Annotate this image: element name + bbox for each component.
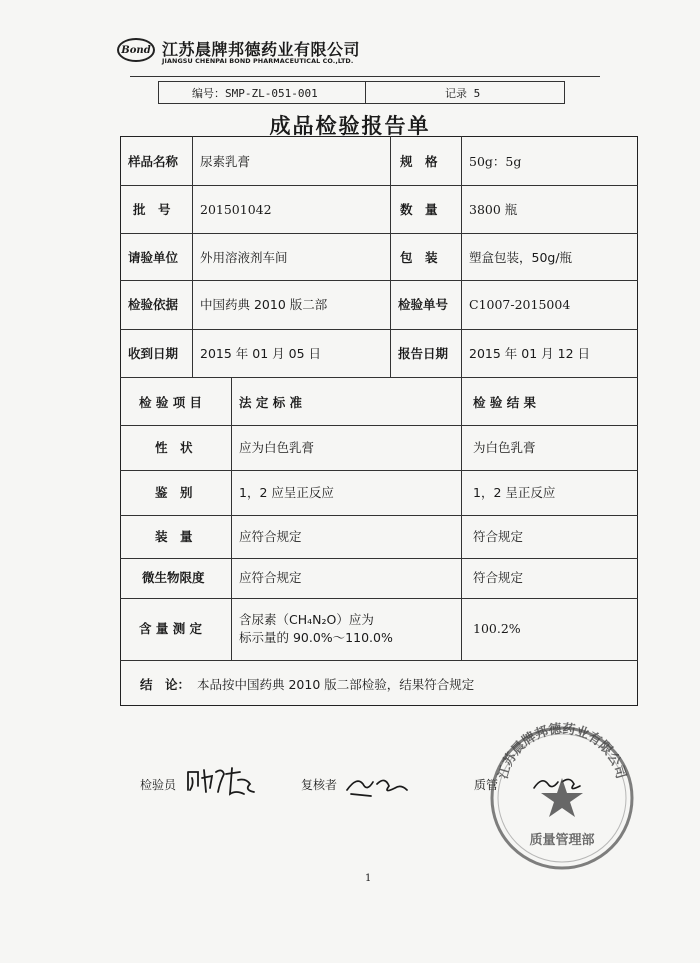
col-header-standard: 法 定 标 准	[239, 395, 303, 410]
quantity-label: 数 量	[400, 202, 438, 217]
test-result-appearance: 为白色乳膏	[473, 440, 536, 455]
col-divider	[231, 377, 232, 660]
row-divider	[120, 558, 638, 559]
test-standard-assay-line2: 标示量的 90.0%～110.0%	[239, 630, 393, 645]
test-result-identification: 1，2 呈正反应	[473, 485, 556, 500]
test-result-fill: 符合规定	[473, 529, 524, 544]
requester-value: 外用溶液剂车间	[200, 250, 288, 265]
received-date-value: 2015 年 01 月 05 日	[200, 346, 321, 361]
report-date-value: 2015 年 01 月 12 日	[469, 346, 590, 361]
row-divider	[120, 329, 638, 330]
test-item-microbial: 微生物限度	[142, 570, 205, 585]
header-rule	[130, 76, 600, 77]
requester-label: 请验单位	[128, 250, 179, 265]
received-date-label: 收到日期	[128, 346, 179, 361]
col-divider	[390, 136, 391, 377]
test-standard-assay: 含尿素（CH₄N₂O）应为	[239, 612, 374, 627]
inspection-no-value: C1007-2015004	[469, 297, 571, 312]
row-divider	[120, 425, 638, 426]
conclusion-text: 本品按中国药典 2010 版二部检验，结果符合规定	[197, 677, 475, 692]
doc-code-divider	[365, 81, 366, 104]
col-divider	[192, 136, 193, 377]
quantity-value: 3800 瓶	[469, 202, 518, 217]
test-result-microbial: 符合规定	[473, 570, 524, 585]
record-number: 记录 5	[445, 87, 481, 100]
row-divider	[120, 185, 638, 186]
test-item-fill: 装 量	[155, 529, 193, 544]
company-seal	[482, 718, 642, 882]
spec-label: 规 格	[400, 154, 438, 169]
row-divider	[120, 377, 638, 378]
batch-value: 201501042	[200, 202, 272, 217]
doc-code: 编号：SMP-ZL-051-001	[192, 87, 318, 100]
inspection-no-label: 检验单号	[398, 297, 449, 312]
company-name-cn: 江苏晨牌邦德药业有限公司	[162, 40, 361, 59]
handwritten-signature-icon	[184, 764, 264, 798]
handwritten-signature-icon	[343, 770, 413, 800]
reviewer-signature	[343, 770, 413, 804]
test-item-appearance: 性 状	[155, 440, 193, 455]
test-item-identification: 鉴 别	[155, 485, 193, 500]
reviewer-label: 复核者	[301, 778, 338, 792]
row-divider	[120, 280, 638, 281]
page-title: 成品检验报告单	[269, 114, 431, 138]
col-header-item: 检 验 项 目	[139, 395, 203, 410]
col-divider	[461, 136, 462, 660]
company-logo	[117, 38, 155, 62]
basis-value: 中国药典 2010 版二部	[200, 297, 328, 312]
col-header-result: 检 验 结 果	[473, 395, 537, 410]
test-item-assay: 含 量 测 定	[139, 621, 203, 636]
test-standard-fill: 应符合规定	[239, 529, 302, 544]
row-divider	[120, 598, 638, 599]
company-name-en: JIANGSU CHENPAI BOND PHARMACEUTICAL CO.,LTD.	[162, 57, 354, 65]
packaging-label: 包 装	[400, 250, 438, 265]
sample-name-label: 样品名称	[128, 154, 179, 169]
page-number: 1	[365, 873, 372, 884]
basis-label: 检验依据	[128, 297, 179, 312]
inspector-label: 检验员	[140, 778, 177, 792]
row-divider	[120, 233, 638, 234]
spec-value: 50g：5g	[469, 154, 522, 169]
test-standard-identification: 1，2 应呈正反应	[239, 485, 334, 500]
seal-stamp-icon	[482, 718, 642, 878]
packaging-value: 塑盒包装，50g/瓶	[469, 250, 573, 265]
row-divider	[120, 660, 638, 661]
sample-name-value: 尿素乳膏	[200, 154, 251, 169]
report-date-label: 报告日期	[398, 346, 449, 361]
inspector-signature	[184, 764, 264, 802]
svg-text:江苏晨牌邦德药业有限公司: 江苏晨牌邦德药业有限公司	[495, 721, 629, 781]
test-standard-microbial: 应符合规定	[239, 570, 302, 585]
batch-label: 批 号	[133, 202, 171, 217]
test-result-assay: 100.2%	[473, 621, 521, 636]
logo-text: Bond	[121, 44, 151, 56]
qa-label: 质管	[474, 778, 499, 792]
row-divider	[120, 515, 638, 516]
svg-text:质量管理部: 质量管理部	[529, 833, 595, 848]
conclusion-label: 结 论：	[140, 677, 191, 692]
row-divider	[120, 470, 638, 471]
test-standard-appearance: 应为白色乳膏	[239, 440, 315, 455]
